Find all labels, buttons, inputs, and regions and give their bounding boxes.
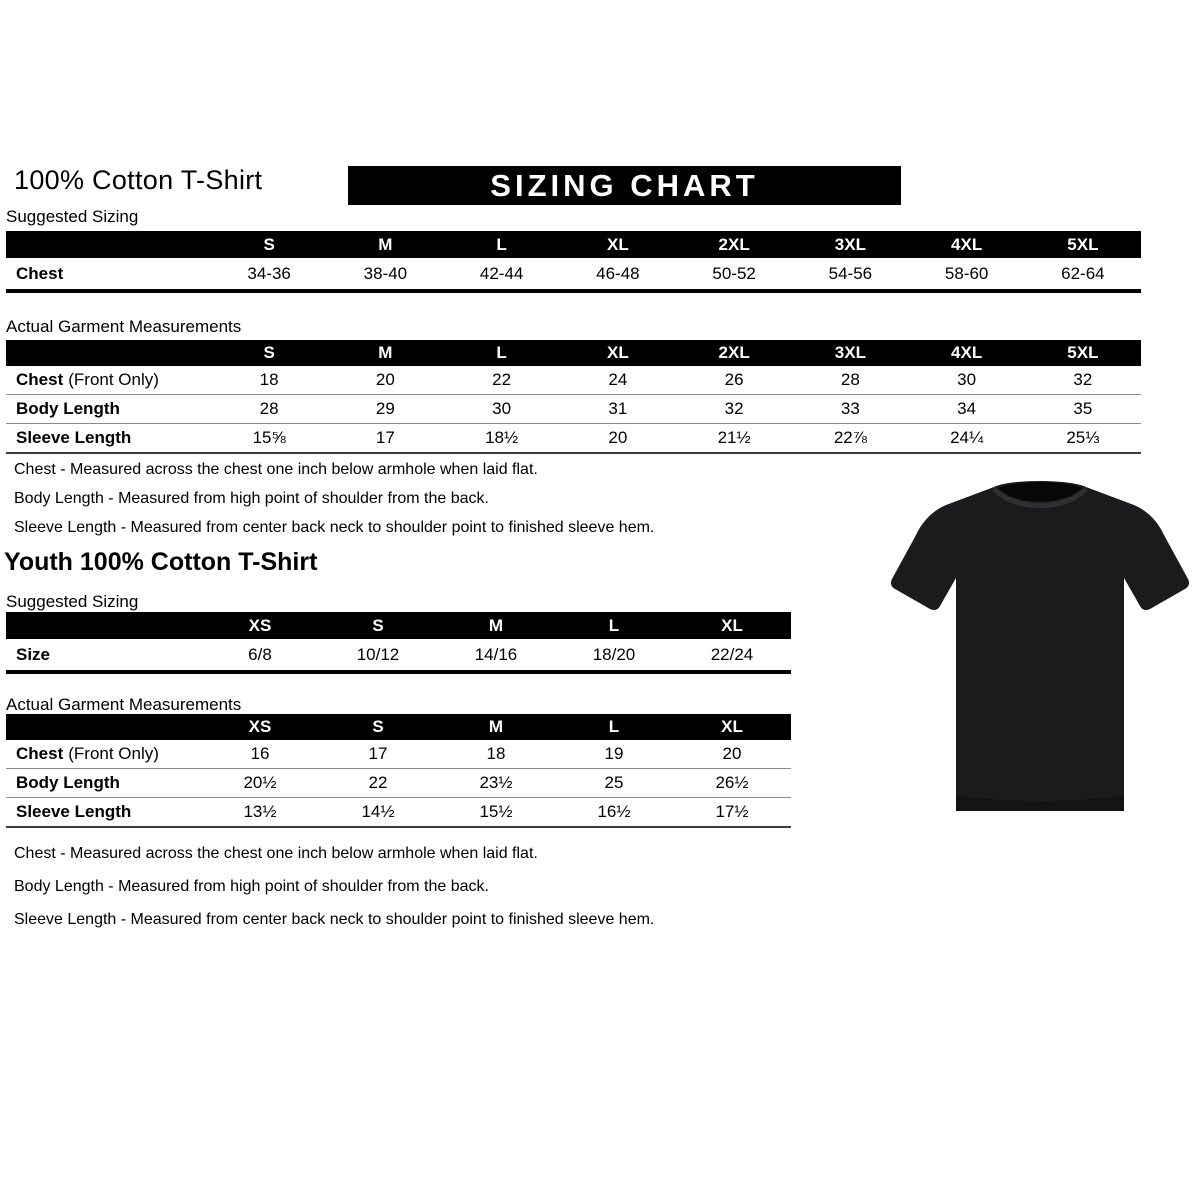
cell: 21½ <box>676 423 792 452</box>
column-header: L <box>444 231 560 258</box>
adult-section-title: 100% Cotton T-Shirt <box>14 165 263 195</box>
cell: 42-44 <box>444 258 560 289</box>
adult-measurement-notes <box>14 461 654 548</box>
column-header: XL <box>560 340 676 366</box>
cell: 62-64 <box>1025 258 1141 289</box>
column-header: XL <box>560 231 676 258</box>
column-header: 2XL <box>676 340 792 366</box>
row-label-suffix: (Front Only) <box>68 370 159 389</box>
cell: 35 <box>1025 394 1141 423</box>
cell: 22 <box>319 768 437 797</box>
cell: 29 <box>327 394 443 423</box>
cell: 17 <box>319 740 437 768</box>
column-header: XL <box>673 612 791 639</box>
cell: 22 <box>444 366 560 394</box>
column-header: M <box>327 231 443 258</box>
cell: 17 <box>327 423 443 452</box>
cell: 26½ <box>673 768 791 797</box>
corner-cell <box>6 231 211 258</box>
cell: 38-40 <box>327 258 443 289</box>
row-label: Chest <box>6 258 211 289</box>
youth-suggested-table <box>6 612 791 674</box>
column-header: XS <box>201 612 319 639</box>
cell: 15⅝ <box>211 423 327 452</box>
note-line: Chest - Measured across the chest one inch below armhole when laid flat. <box>14 461 538 478</box>
cell: 25 <box>555 768 673 797</box>
column-header: 3XL <box>792 231 908 258</box>
cell: 28 <box>792 366 908 394</box>
cell: 20 <box>560 423 676 452</box>
row-label: Sleeve Length <box>6 423 211 452</box>
cell: 15½ <box>437 797 555 826</box>
row-label-text: Chest <box>16 744 64 763</box>
row-label: Sleeve Length <box>6 797 201 826</box>
cell: 22/24 <box>673 639 791 670</box>
column-header: S <box>319 612 437 639</box>
sizing-chart-banner: SIZING CHART <box>348 166 901 205</box>
cell: 20 <box>673 740 791 768</box>
youth-measurement-notes <box>14 845 654 944</box>
cell: 20 <box>327 366 443 394</box>
cell: 50-52 <box>676 258 792 289</box>
cell: 20½ <box>201 768 319 797</box>
cell: 22⅞ <box>792 423 908 452</box>
column-header: XS <box>201 714 319 740</box>
cell: 58-60 <box>909 258 1025 289</box>
row-label: Size <box>6 639 201 670</box>
column-header: 3XL <box>792 340 908 366</box>
cell: 26 <box>676 366 792 394</box>
tshirt-product-image <box>890 475 1190 830</box>
column-header: 4XL <box>909 340 1025 366</box>
column-header: L <box>444 340 560 366</box>
cell: 32 <box>1025 366 1141 394</box>
cell: 16 <box>201 740 319 768</box>
cell: 30 <box>909 366 1025 394</box>
cell: 24¼ <box>909 423 1025 452</box>
cell: 14/16 <box>437 639 555 670</box>
cell: 46-48 <box>560 258 676 289</box>
column-header: M <box>437 714 555 740</box>
cell: 16½ <box>555 797 673 826</box>
cell: 10/12 <box>319 639 437 670</box>
cell: 18/20 <box>555 639 673 670</box>
column-header: XL <box>673 714 791 740</box>
adult-garment-table <box>6 340 1141 454</box>
corner-cell <box>6 340 211 366</box>
note-line: Sleeve Length - Measured from center back neck to shoulder point to finished sleeve hem. <box>14 911 655 928</box>
column-header: 5XL <box>1025 231 1141 258</box>
note-line: Sleeve Length - Measured from center back neck to shoulder point to finished sleeve hem. <box>14 519 655 536</box>
cell: 34-36 <box>211 258 327 289</box>
cell: 18½ <box>444 423 560 452</box>
note-line: Chest - Measured across the chest one inch below armhole when laid flat. <box>14 845 538 862</box>
youth-garment-table <box>6 714 791 828</box>
cell: 23½ <box>437 768 555 797</box>
cell: 33 <box>792 394 908 423</box>
row-label: Body Length <box>6 768 201 797</box>
cell: 25⅓ <box>1025 423 1141 452</box>
column-header: 5XL <box>1025 340 1141 366</box>
column-header: L <box>555 714 673 740</box>
row-label: Body Length <box>6 394 211 423</box>
cell: 18 <box>211 366 327 394</box>
column-header: S <box>211 340 327 366</box>
column-header: S <box>319 714 437 740</box>
cell: 6/8 <box>201 639 319 670</box>
cell: 18 <box>437 740 555 768</box>
cell: 17½ <box>673 797 791 826</box>
cell: 24 <box>560 366 676 394</box>
adult-garment-heading: Actual Garment Measurements <box>6 317 242 336</box>
cell: 31 <box>560 394 676 423</box>
row-label <box>6 740 201 768</box>
corner-cell <box>6 612 201 639</box>
column-header: M <box>327 340 443 366</box>
column-header: 4XL <box>909 231 1025 258</box>
youth-section-title: Youth 100% Cotton T-Shirt <box>4 548 318 576</box>
cell: 28 <box>211 394 327 423</box>
cell: 34 <box>909 394 1025 423</box>
youth-suggested-heading: Suggested Sizing <box>6 592 139 611</box>
cell: 30 <box>444 394 560 423</box>
note-line: Body Length - Measured from high point of shoulder from the back. <box>14 878 489 895</box>
cell: 19 <box>555 740 673 768</box>
note-line: Body Length - Measured from high point of shoulder from the back. <box>14 490 489 507</box>
column-header: 2XL <box>676 231 792 258</box>
adult-suggested-heading: Suggested Sizing <box>6 207 139 226</box>
column-header: L <box>555 612 673 639</box>
corner-cell <box>6 714 201 740</box>
column-header: M <box>437 612 555 639</box>
youth-garment-heading: Actual Garment Measurements <box>6 695 242 714</box>
cell: 54-56 <box>792 258 908 289</box>
row-label-suffix: (Front Only) <box>68 744 159 763</box>
cell: 14½ <box>319 797 437 826</box>
row-label-text: Chest <box>16 370 64 389</box>
column-header: S <box>211 231 327 258</box>
cell: 32 <box>676 394 792 423</box>
cell: 13½ <box>201 797 319 826</box>
adult-suggested-table <box>6 231 1141 293</box>
row-label <box>6 366 211 394</box>
